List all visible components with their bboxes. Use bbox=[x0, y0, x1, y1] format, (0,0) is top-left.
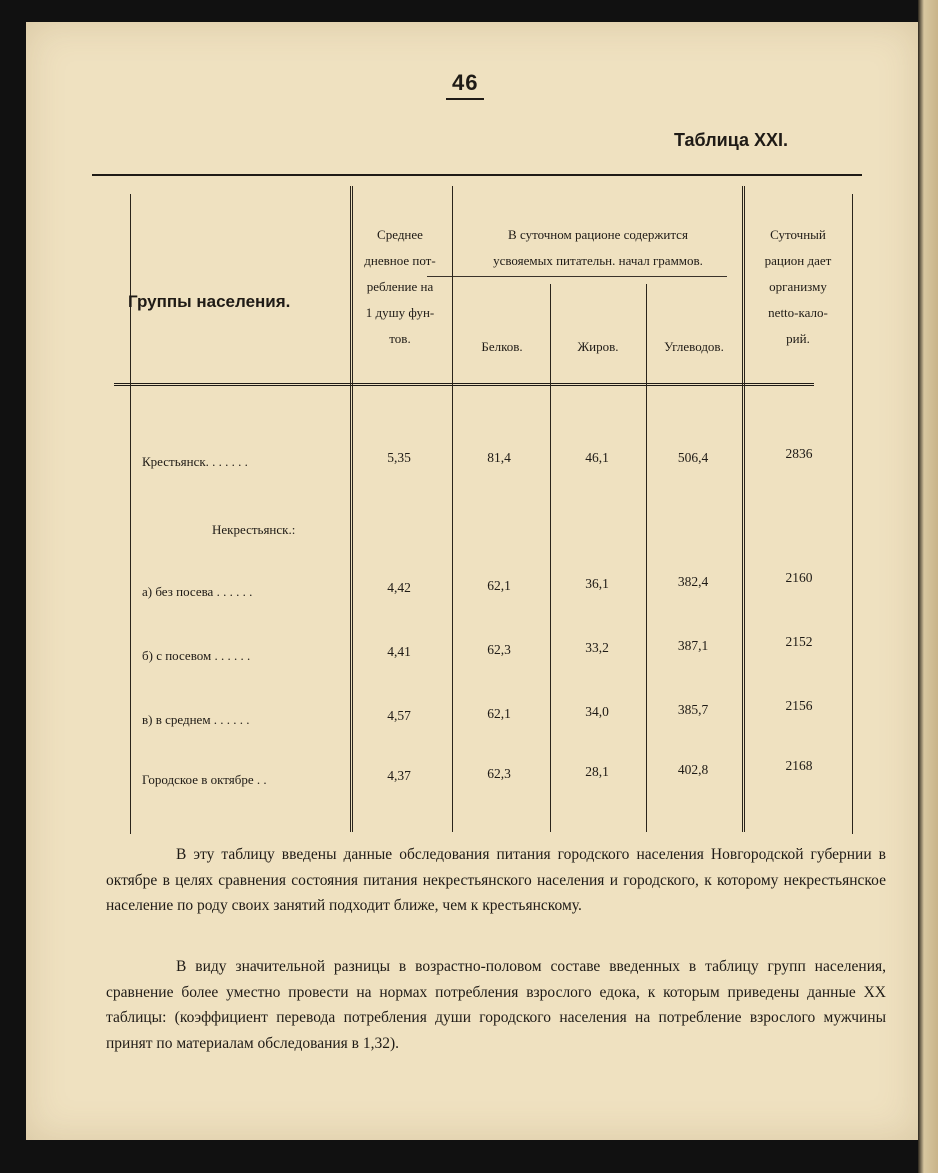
cell-fats: 36,1 bbox=[585, 576, 609, 591]
cell-fats: 46,1 bbox=[585, 450, 609, 465]
cell-carbs: 382,4 bbox=[677, 574, 709, 589]
cell-proteins: 62,3 bbox=[487, 642, 511, 657]
cell-calories: 2836 bbox=[785, 446, 813, 461]
row-label: Некрестьянск.: bbox=[212, 522, 296, 537]
cell-avg: 4,42 bbox=[387, 580, 411, 595]
row-label: б) с посевом . . . . . . bbox=[142, 648, 251, 663]
header-calories-line: Суточный bbox=[770, 227, 826, 242]
header-calories-line: netto-кало- bbox=[768, 305, 828, 320]
header-fats: Жиров. bbox=[577, 339, 619, 354]
header-calories-line: рацион дает bbox=[764, 253, 832, 268]
header-ration-line: В суточном рационе содержится bbox=[508, 227, 688, 242]
column-divider bbox=[646, 284, 647, 832]
cell-avg: 4,37 bbox=[387, 768, 411, 783]
header-bottom-rule bbox=[114, 383, 814, 386]
header-proteins: Белков. bbox=[481, 339, 523, 354]
table-caption: Таблица XXI. bbox=[674, 130, 789, 150]
column-divider bbox=[550, 284, 551, 832]
book-page bbox=[26, 22, 918, 1140]
cell-proteins: 62,1 bbox=[487, 706, 511, 721]
table-left-rule bbox=[130, 194, 131, 834]
header-avg-line: дневное пот- bbox=[364, 253, 436, 268]
row-label: Крестьянск. . . . . . . bbox=[142, 454, 248, 469]
header-avg-line: ребление на bbox=[366, 279, 434, 294]
cell-avg: 4,57 bbox=[387, 708, 411, 723]
subheader-rule bbox=[427, 276, 727, 277]
header-avg-line: Среднее bbox=[377, 227, 423, 242]
cell-carbs: 385,7 bbox=[677, 702, 709, 717]
header-calories bbox=[744, 222, 852, 352]
cell-calories: 2168 bbox=[785, 758, 813, 773]
row-label: в) в среднем . . . . . . bbox=[142, 712, 250, 727]
header-ration bbox=[454, 222, 742, 274]
table-right-rule bbox=[852, 194, 853, 834]
column-divider bbox=[452, 186, 453, 832]
cell-fats: 34,0 bbox=[585, 704, 609, 719]
page-number: 46 bbox=[446, 70, 484, 100]
header-calories-line: организму bbox=[769, 279, 827, 294]
cell-fats: 28,1 bbox=[585, 764, 609, 779]
cell-carbs: 387,1 bbox=[677, 638, 709, 653]
table-top-rule bbox=[92, 174, 862, 176]
facing-page-edge bbox=[918, 0, 938, 1173]
cell-avg: 4,41 bbox=[387, 644, 411, 659]
header-carbs: Углеводов. bbox=[664, 339, 724, 354]
header-avg-line: 1 душу фун- bbox=[365, 305, 435, 320]
cell-calories: 2156 bbox=[785, 698, 813, 713]
header-avg-line: тов. bbox=[389, 331, 411, 346]
cell-calories: 2152 bbox=[785, 634, 813, 649]
data-table bbox=[92, 174, 862, 840]
paragraph-1: В эту таблицу введены данные обследования питания городского населения Новгородской губернии в октябре в целях сравнения состояния питания некрестьянского населения и городского, к которому некрестьянское население по роду своих занятий подходит ближе, чем к крестьянскому. bbox=[106, 846, 886, 914]
paragraph-2: В виду значительной разницы в возрастно-половом составе введенных в таблицу групп населения, сравнение более уместно провести на нормах потребления взрослого едока, к которым приведены данные XX таблицы: (коэффициент перевода потребления души городского населения на потребление взрослого мужчины принят по материалам обследования в 1,32). bbox=[106, 958, 886, 1052]
cell-carbs: 506,4 bbox=[677, 450, 709, 465]
row-label: Городское в октябре . . bbox=[142, 772, 267, 787]
header-calories-line: рий. bbox=[786, 331, 810, 346]
cell-proteins: 62,3 bbox=[487, 766, 511, 781]
cell-fats: 33,2 bbox=[585, 640, 609, 655]
cell-proteins: 81,4 bbox=[487, 450, 511, 465]
cell-avg: 5,35 bbox=[387, 450, 411, 465]
row-label: а) без посева . . . . . . bbox=[142, 584, 253, 599]
header-avg bbox=[350, 222, 450, 352]
header-ration-line: усвояемых питательн. начал граммов. bbox=[493, 253, 703, 268]
cell-carbs: 402,8 bbox=[677, 762, 709, 777]
cell-proteins: 62,1 bbox=[487, 578, 511, 593]
cell-calories: 2160 bbox=[785, 570, 813, 585]
header-groups: Группы населения. bbox=[128, 292, 291, 311]
